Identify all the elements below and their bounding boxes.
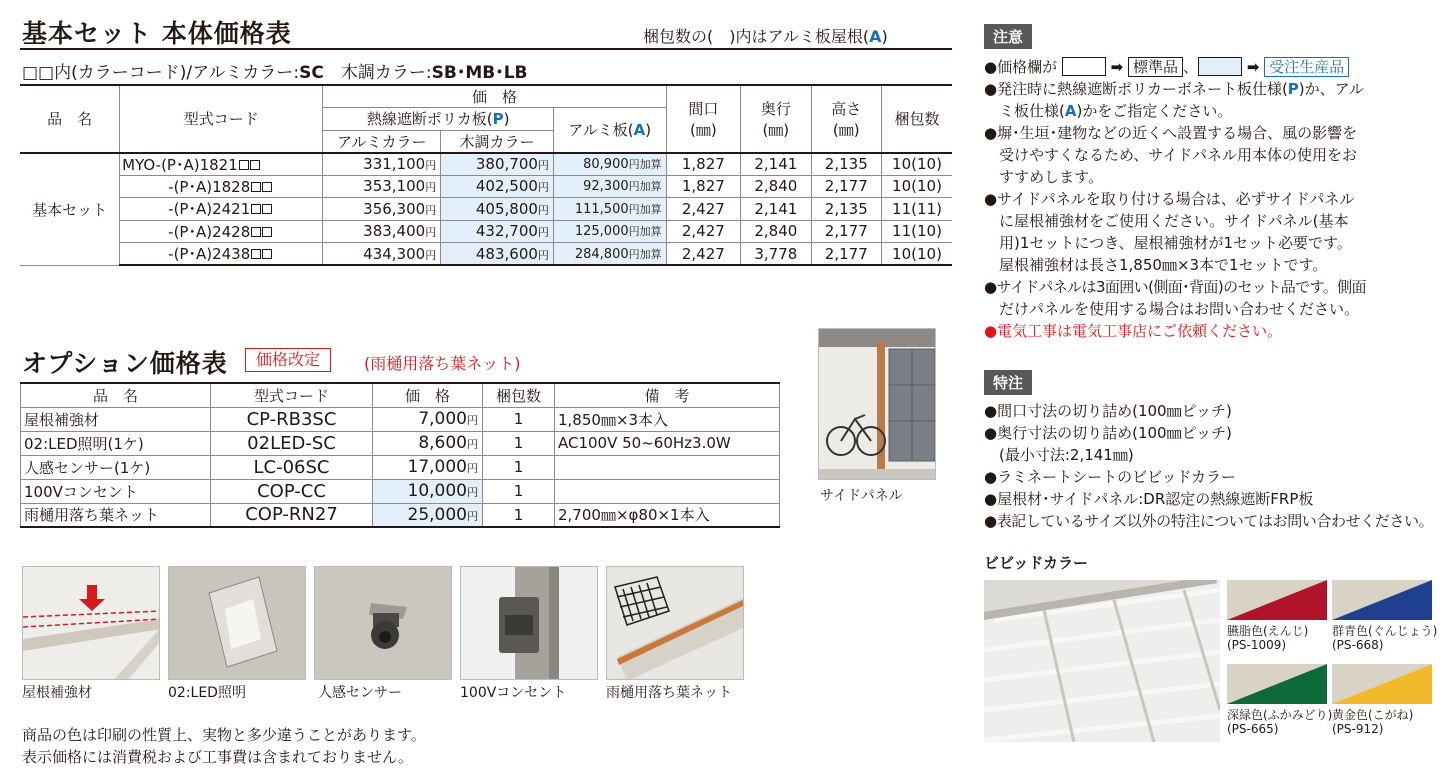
led-photo [168,566,306,680]
swatch-caption-fukamidori: 深緑色(ふかみどり) (PS-665) [1227,708,1333,736]
special-notes: ●間口寸法の切り詰め(100㎜ピッチ) ●奥行寸法の切り詰め(100㎜ピッチ) (最小寸法:2,141㎜) ●ラミネートシートのビビッドカラー ●屋根材･サイドパネル:DR認定の熱線遮断FRP板 ●表記しているサイズ以外の特注についてはお問い合わせください。 [984,402,1434,530]
table-row: -(P･A)2428 383,400円 432,700円 125,000円加算 2,427 2,840 2,177 11(10) [20,220,952,243]
option-price-table [20,382,780,528]
opt-col-code: 型式コード [211,383,373,407]
vivid-carport-photo [984,580,1220,742]
main-price-table [20,84,952,266]
vivid-title: ビビッドカラー [984,554,1088,572]
col-depth: 奥行 (㎜) [741,85,811,153]
col-poly: 熱線遮断ポリカ板(P) [323,108,553,131]
table-row: 100Vコンセント COP-CC 10,000円 1 [21,479,780,503]
table-row: 雨樋用落ち葉ネット COP-RN27 25,000円 1 2,700㎜×φ80×1本入 [21,503,780,527]
col-price: 価 格 [323,85,666,108]
group-label: 基本セット [20,153,120,266]
leaf-net-photo [606,566,744,680]
table-row: 基本セット MYO-(P･A)1821 331,100円 380,700円 80,900円加算 1,827 2,141 2,135 10(10) [20,153,952,176]
swatch-enji [1227,580,1327,620]
table-row: 人感センサー(1ケ) LC-06SC 17,000円 1 [21,455,780,479]
table-row: -(P･A)2421 356,300円 405,800円 111,500円加算 2,427 2,141 2,135 11(11) [20,198,952,221]
sensor-photo [314,566,452,680]
side-panel-photo [818,328,936,480]
col-alu-plate: アルミ板(A) [553,108,666,153]
revision-note: (雨樋用落ち葉ネット) [364,354,521,373]
color-note: □□内(カラーコード)/アルミカラー:SC 木調カラー:SB･MB･LB [22,63,528,83]
col-code: 型式コード [120,85,323,153]
swatch-caption-gunjo: 群青色(ぐんじょう) (PS-668) [1332,624,1438,652]
col-height: 高さ (㎜) [811,85,881,153]
col-alu-color: アルミカラー [323,130,441,153]
opt-col-remarks: 備 考 [555,383,780,407]
col-product: 品 名 [20,85,120,153]
table-row: -(P･A)1828 353,100円 402,500円 92,300円加算 1,827 2,840 2,177 10(10) [20,175,952,198]
opt-col-pack: 梱包数 [483,383,555,407]
main-title: 基本セット 本体価格表 [22,19,292,48]
table-row: 02:LED照明(1ケ) 02LED-SC 8,600円 1 AC100V 50~60Hz3.0W [21,431,780,455]
option-title: オプション価格表 [22,349,228,378]
col-width: 間口 (㎜) [666,85,740,153]
opt-col-price: 価 格 [373,383,483,407]
table-row: 屋根補強材 CP-RB3SC 7,000円 1 1,850㎜×3本入 [21,407,780,431]
outlet-photo [460,566,598,680]
special-tag: 特注 [984,370,1032,395]
swatch-fukamidori [1227,664,1327,704]
col-wood-color: 木調カラー [441,130,554,153]
swatch-gunjo [1332,580,1432,620]
caution-tag: 注意 [984,24,1032,49]
footer-notes: 商品の色は印刷の性質上、実物と多少違うことがあります。 表示価格には消費税および工事費は含まれておりません。 [22,726,426,766]
photo-caption-side: サイドパネル [820,488,903,504]
col-pack: 梱包数 [882,85,953,153]
caution-notes: ●価格欄が ➡ 標準品 、 ➡ 受注生産品 ●発注時に熱線遮断ポリカーボネート板仕様(P)か、アル ミ板仕様(A)かをご指定ください。 ●塀･生垣･建物などの近くへ設置する場合、風の影響を 受けやすくなるため、サイドパネル用本体の使用をお すすめします。 ●サイドパネルを取り付ける場合は、必ずサイドパネル に屋根補強材をご使用ください。サイドパネル(基本 用)1セットにつき、屋根補強材が1セット必要です。 屋根補強材は長さ1,850㎜×3本で1セットです。 ●サイドパネルは3面囲い(側面･背面)のセット品です。側面 だけパネルを使用する場合はお問い合わせください。 ●電気工事は電気工事店にご依頼ください。 [984,58,1366,340]
photo-caption-sensor: 人感センサー [318,685,402,701]
photo-caption-outlet: 100Vコンセント [460,685,567,701]
swatch-caption-kogane: 黄金色(こがね) (PS-912) [1332,708,1414,736]
revision-badge: 価格改定 [245,348,331,372]
photo-caption-led: 02:LED照明 [168,685,246,701]
photo-caption-net: 雨樋用落ち葉ネット [606,685,732,701]
package-note: 梱包数の( )内はアルミ板屋根(A) [643,27,888,46]
roof-reinforcement-photo [22,566,160,680]
table-row: -(P･A)2438 434,300円 483,600円 284,800円加算 2,427 3,778 2,177 10(10) [20,243,952,266]
photo-caption-roof: 屋根補強材 [22,685,92,701]
opt-col-product: 品 名 [21,383,211,407]
swatch-kogane [1332,664,1432,704]
swatch-caption-enji: 臙脂色(えんじ) (PS-1009) [1227,624,1309,652]
